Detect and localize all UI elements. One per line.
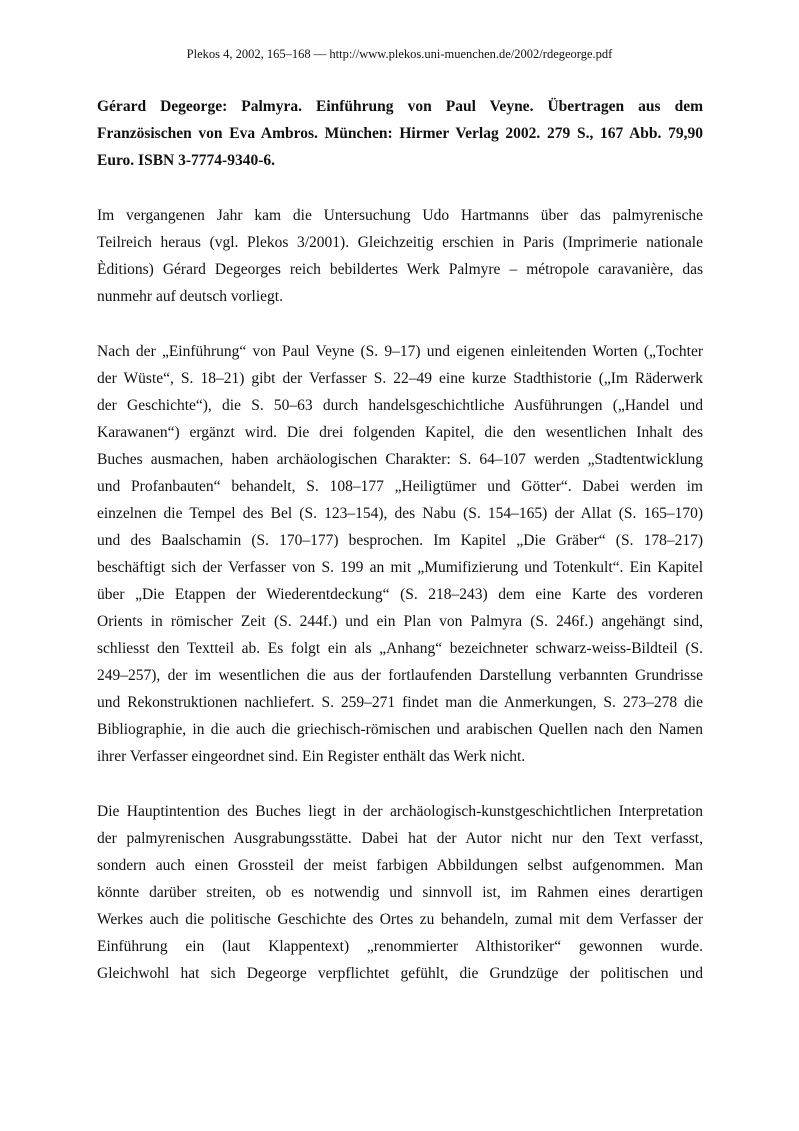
- paragraph-intention: [97, 798, 703, 987]
- text-line: der Wüste“, S. 18–21) gibt der Verfasser S. 22–49 eine kurze Stadthistorie („Im Räderwerk: [97, 370, 703, 387]
- text-line: Teilreich heraus (vgl. Plekos 3/2001). Gleichzeitig erschien in Paris (Imprimerie nationale: [97, 234, 703, 251]
- text-line: Buches ausmachen, haben archäologischen Charakter: S. 64–107 werden „Stadtentwicklung: [97, 451, 703, 468]
- text-line: könnte darüber streiten, ob es notwendig und sinnvoll ist, im Rahmen eines derartigen: [97, 884, 703, 901]
- text-line: schliesst den Textteil ab. Es folgt ein als „Anhang“ bezeichneter schwarz-weiss-Bildteil (S.: [97, 640, 703, 657]
- text-line: Bibliographie, in die auch die griechisch-römischen und arabischen Quellen nach den Namen: [97, 721, 703, 738]
- text-line: Karawanen“) ergänzt wird. Die drei folgenden Kapitel, die den wesentlichen Inhalt des: [97, 424, 703, 441]
- title-line: Gérard Degeorge: Palmyra. Einführung von Paul Veyne. Übertragen aus dem: [97, 98, 703, 115]
- text-line: der Geschichte“), die S. 50–63 durch handelsgeschichtliche Ausführungen („Handel und: [97, 397, 703, 414]
- text-line: Gleichwohl hat sich Degeorge verpflichtet gefühlt, die Grundzüge der politischen und: [97, 965, 703, 982]
- text-line: nunmehr auf deutsch vorliegt.: [97, 288, 283, 305]
- text-line: Im vergangenen Jahr kam die Untersuchung Udo Hartmanns über das palmyrenische: [97, 207, 703, 224]
- review-title: [97, 93, 703, 174]
- text-line: über „Die Etappen der Wiederentdeckung“ (S. 218–243) dem eine Karte des vorderen: [97, 586, 703, 603]
- text-line: und Rekonstruktionen nachliefert. S. 259–271 findet man die Anmerkungen, S. 273–278 die: [97, 694, 703, 711]
- text-line: der palmyrenischen Ausgrabungsstätte. Dabei hat der Autor nicht nur den Text verfasst,: [97, 830, 703, 847]
- text-line: Werkes auch die politische Geschichte des Ortes zu behandeln, zumal mit dem Verfasser der: [97, 911, 703, 928]
- paragraph-intro: [97, 202, 703, 310]
- review-body: [97, 93, 703, 987]
- text-line: Nach der „Einführung“ von Paul Veyne (S. 9–17) und eigenen einleitenden Worten („Tochter: [97, 343, 703, 360]
- text-line: einzelnen die Tempel des Bel (S. 123–154), des Nabu (S. 154–165) der Allat (S. 165–170): [97, 505, 703, 522]
- text-line: Die Hauptintention des Buches liegt in der archäologisch-kunstgeschichtlichen Interpretation: [97, 803, 703, 820]
- text-line: ihrer Verfasser eingeordnet sind. Ein Register enthält das Werk nicht.: [97, 748, 526, 765]
- title-line: Französischen von Eva Ambros. München: Hirmer Verlag 2002. 279 S., 167 Abb. 79,90: [97, 125, 703, 142]
- title-line: Euro. ISBN 3-7774-9340-6.: [97, 152, 275, 169]
- paragraph-contents: [97, 338, 703, 770]
- text-line: sondern auch einen Grossteil der meist farbigen Abbildungen selbst aufgenommen. Man: [97, 857, 703, 874]
- text-line: und des Baalschamin (S. 170–177) besprochen. Im Kapitel „Die Gräber“ (S. 178–217): [97, 532, 703, 549]
- text-line: Orients in römischer Zeit (S. 244f.) und ein Plan von Palmyra (S. 246f.) angehängt sind,: [97, 613, 703, 630]
- text-line: 249–257), der im wesentlichen die aus der fortlaufenden Darstellung verbannten Grundrisse: [97, 667, 703, 684]
- text-line: und Profanbauten“ behandelt, S. 108–177 „Heiligtümer und Götter“. Dabei werden im: [97, 478, 703, 495]
- page-header-citation: Plekos 4, 2002, 165–168 — http://www.plekos.uni-muenchen.de/2002/rdegeorge.pdf: [186, 47, 613, 61]
- text-line: beschäftigt sich der Verfasser von S. 199 an mit „Mumifizierung und Totenkult“. Ein Kapitel: [97, 559, 703, 576]
- text-line: Èditions) Gérard Degeorges reich bebildertes Werk Palmyre – métropole caravanière, das: [97, 261, 703, 278]
- text-line: Einführung ein (laut Klappentext) „renommierter Althistoriker“ gewonnen wurde.: [97, 938, 703, 955]
